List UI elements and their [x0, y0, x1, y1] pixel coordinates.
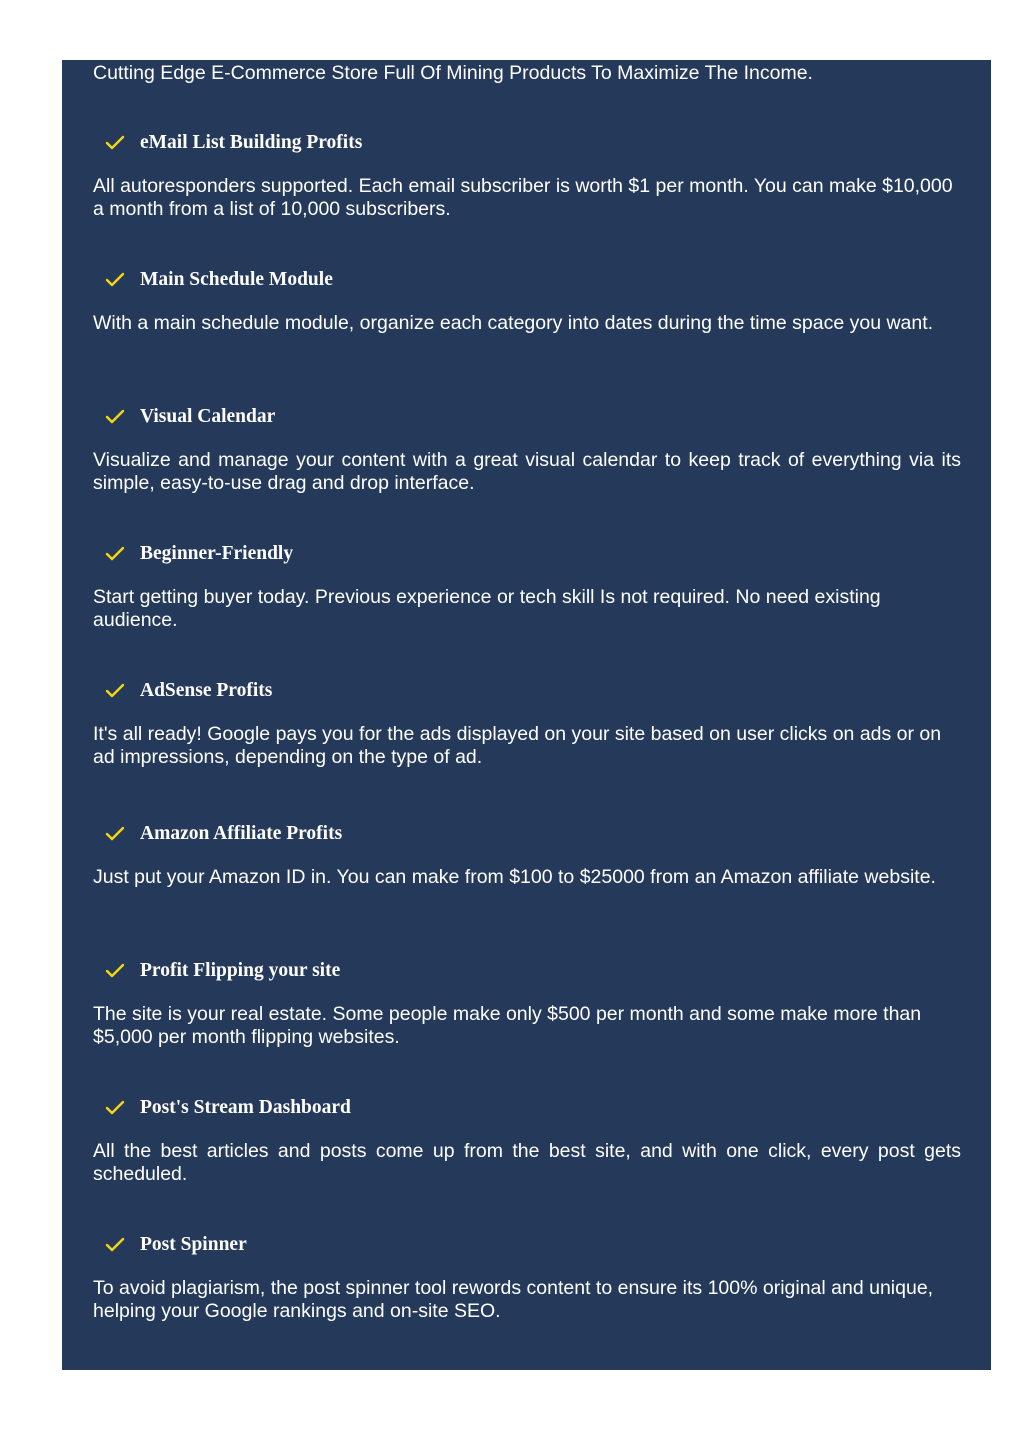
checkmark-icon [105, 1237, 125, 1253]
feature-description: The site is your real estate. Some people make only $500 per month and some make more than $5,000 per month flipping websites. [93, 1003, 922, 1048]
feature-description: All autoresponders supported. Each email subscriber is worth $1 per month. You can make $10,000 a month from a list of 10,000 subscribers. [93, 175, 953, 220]
feature-title-label: eMail List Building Profits [140, 132, 363, 153]
feature-title-label: Main Schedule Module [140, 269, 333, 290]
feature-title-adsense-profits [105, 679, 272, 703]
feature-title-label: Post's Stream Dashboard [140, 1097, 351, 1118]
feature-title-label: Visual Calendar [140, 406, 276, 427]
checkmark-icon [105, 1100, 125, 1116]
checkmark-icon [105, 546, 125, 562]
checkmark-icon [105, 826, 125, 842]
feature-title-beginner-friendly [105, 542, 293, 566]
feature-title-visual-calendar [105, 405, 275, 429]
feature-title-amazon-affiliate [105, 822, 342, 846]
feature-description: Visualize and manage your content with a great visual calendar to keep track of everything via its simple, easy-to-use drag and drop interface. [93, 449, 961, 494]
feature-description: It's all ready! Google pays you for the ads displayed on your site based on user clicks on ads or on ad impressions, depending on the type of ad. [93, 723, 942, 768]
feature-title-main-schedule [105, 268, 333, 292]
feature-title-label: Amazon Affiliate Profits [140, 823, 343, 844]
feature-description: Start getting buyer today. Previous experience or tech skill Is not required. No need existing audience. [93, 586, 881, 631]
feature-title-post-spinner [105, 1233, 247, 1257]
checkmark-icon [105, 135, 125, 151]
checkmark-icon [105, 409, 125, 425]
feature-description: With a main schedule module, organize each category into dates during the time space you want. [93, 312, 934, 334]
feature-title-posts-stream [105, 1096, 351, 1120]
checkmark-icon [105, 683, 125, 699]
checkmark-icon [105, 963, 125, 979]
feature-description: All the best articles and posts come up from the best site, and with one click, every post gets scheduled. [93, 1140, 961, 1185]
feature-title-label: Profit Flipping your site [140, 960, 341, 981]
feature-description: Just put your Amazon ID in. You can make from $100 to $25000 from an Amazon affiliate website. [93, 866, 936, 888]
feature-title-profit-flipping [105, 959, 340, 983]
feature-title-label: Post Spinner [140, 1234, 247, 1255]
checkmark-icon [105, 272, 125, 288]
feature-title-label: AdSense Profits [140, 680, 273, 701]
intro-text: Cutting Edge E-Commerce Store Full Of Mining Products To Maximize The Income. [93, 62, 813, 84]
feature-title-label: Beginner-Friendly [140, 543, 294, 564]
feature-title-email-list [105, 131, 362, 155]
feature-description: To avoid plagiarism, the post spinner tool rewords content to ensure its 100% original and unique, helping your Google rankings and on-site SEO. [93, 1277, 934, 1322]
